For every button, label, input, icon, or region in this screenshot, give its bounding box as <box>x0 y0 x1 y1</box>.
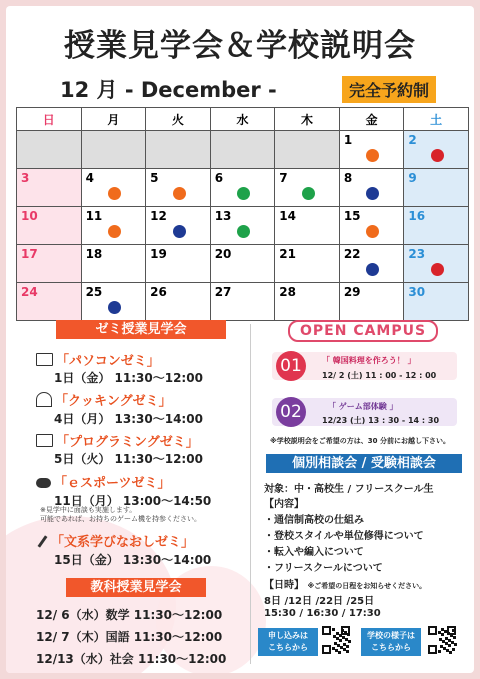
calendar-week <box>17 207 469 245</box>
calendar-day: 17 <box>17 245 82 283</box>
calendar-day: 1 <box>339 131 404 169</box>
calendar-day: 14 <box>275 207 340 245</box>
event-dot <box>302 187 315 200</box>
calendar-day <box>81 131 146 169</box>
consultation-item: ・通信制高校の仕組み <box>264 515 364 526</box>
calendar-day <box>17 131 82 169</box>
calendar-day <box>146 131 211 169</box>
calendar-day: 8 <box>339 169 404 207</box>
event-dot <box>431 149 444 162</box>
calendar-week <box>17 131 469 169</box>
seminar-cooking: 「クッキングゼミ」 <box>36 390 172 409</box>
calendar-day: 21 <box>275 245 340 283</box>
event-dot <box>366 187 379 200</box>
calendar-day: 23 <box>404 245 469 283</box>
calendar-day: 11 <box>81 207 146 245</box>
column-divider <box>250 324 251 664</box>
event-dot <box>366 149 379 162</box>
consultation-item: ・フリースクールについて <box>264 563 383 574</box>
open-campus-note: ※学校説明会をご希望の方は、30 分前にお越し下さい。 <box>270 437 450 445</box>
seminar-pc-time: 1日（金） 11:30〜12:00 <box>54 371 203 385</box>
event-1-number: 01 <box>276 351 306 381</box>
calendar-day: 27 <box>210 283 275 321</box>
consultation-target: 対象：中・高校生 / フリースクール生 <box>264 484 434 495</box>
school-view-button[interactable]: 学校の様子は こちらから <box>361 628 421 656</box>
month-label: 12 月 - December - <box>60 78 277 102</box>
calendar-day <box>275 131 340 169</box>
event-dot <box>108 187 121 200</box>
reservation-badge: 完全予約制 <box>342 76 436 103</box>
event-dot <box>108 225 121 238</box>
consultation-dates: 8日 /12日 /22日 /25日 <box>264 596 375 607</box>
event-dot <box>173 225 186 238</box>
pen-icon <box>38 535 48 547</box>
calendar-day: 29 <box>339 283 404 321</box>
event-dot <box>366 225 379 238</box>
calendar-day: 24 <box>17 283 82 321</box>
calendar-day: 10 <box>17 207 82 245</box>
calendar-day: 5 <box>146 169 211 207</box>
calendar-day: 9 <box>404 169 469 207</box>
calendar-day: 16 <box>404 207 469 245</box>
calendar-day: 2 <box>404 131 469 169</box>
event-dot <box>108 301 121 314</box>
event-2-number: 02 <box>276 397 306 427</box>
calendar-day: 19 <box>146 245 211 283</box>
calendar-day: 22 <box>339 245 404 283</box>
event-dot <box>366 263 379 276</box>
event-2-date: 12/23 (土) 13 : 30 - 14 : 30 <box>322 416 440 425</box>
weekday-header: 月 <box>81 108 146 131</box>
class-visit-row: 12/ 6（水）数学 11:30〜12:00 <box>36 608 223 622</box>
consultation-item: ・登校スタイルや単位修得について <box>264 531 424 542</box>
calendar-day: 30 <box>404 283 469 321</box>
qr-code-school[interactable] <box>428 626 456 654</box>
page-title: 授業見学会＆学校説明会 <box>64 28 416 64</box>
event-dot <box>237 225 250 238</box>
apply-button[interactable]: 申し込みは こちらから <box>258 628 318 656</box>
calendar-day: 6 <box>210 169 275 207</box>
calendar <box>16 107 469 321</box>
calendar-day: 18 <box>81 245 146 283</box>
weekday-header: 土 <box>404 108 469 131</box>
weekday-header: 金 <box>339 108 404 131</box>
calendar-day: 13 <box>210 207 275 245</box>
event-1-date: 12/ 2 (土) 11 : 00 - 12 : 00 <box>322 371 437 380</box>
calendar-day: 15 <box>339 207 404 245</box>
event-2-title: 「 ゲーム部体験 」 <box>328 402 398 411</box>
consultation-header: 個別相談会 / 受験相談会 <box>266 454 462 473</box>
weekday-header: 火 <box>146 108 211 131</box>
calendar-day: 3 <box>17 169 82 207</box>
flyer <box>6 6 474 673</box>
calendar-day: 20 <box>210 245 275 283</box>
calendar-day: 4 <box>81 169 146 207</box>
class-visit-row: 12/ 7（木）国語 11:30〜12:00 <box>36 630 223 644</box>
open-campus-title: OPEN CAMPUS <box>288 320 438 342</box>
class-visit-row: 12/13（水）社会 11:30〜12:00 <box>36 652 227 666</box>
weekday-header: 木 <box>275 108 340 131</box>
calendar-day: 7 <box>275 169 340 207</box>
calendar-week <box>17 169 469 207</box>
consultation-times: 15:30 / 16:30 / 17:30 <box>264 608 381 619</box>
event-1-title: 「 韓国料理を作ろう！ 」 <box>322 356 416 365</box>
calendar-day: 12 <box>146 207 211 245</box>
event-dot <box>431 263 444 276</box>
event-dot <box>173 187 186 200</box>
weekday-header: 日 <box>17 108 82 131</box>
seminar-programming: 「プログラミングゼミ」 <box>36 431 199 450</box>
seminar-esports-time: 11日（月） 13:00〜14:50 <box>54 494 212 508</box>
calendar-day: 25 <box>81 283 146 321</box>
calendar-week <box>17 283 469 321</box>
seminar-humanities: 「文系学びなおしゼミ」 <box>36 531 194 550</box>
seminar-programming-time: 5日（火） 11:30〜12:00 <box>54 452 203 466</box>
esports-note: ※見学中に面談も実施します。 可能であれば、お持ちのゲーム機を持参ください。 <box>40 506 201 523</box>
qr-code-apply[interactable] <box>322 626 350 654</box>
consultation-content-label: 【内容】 <box>264 499 304 510</box>
laptop-icon <box>36 353 53 366</box>
calendar-day: 26 <box>146 283 211 321</box>
laptop-icon <box>36 434 53 447</box>
cooking-icon <box>36 392 52 407</box>
event-dot <box>237 187 250 200</box>
class-visit-header: 教科授業見学会 <box>66 578 206 597</box>
gamepad-icon <box>36 478 51 488</box>
seminar-header: ゼミ授業見学会 <box>56 320 226 339</box>
calendar-day <box>210 131 275 169</box>
weekday-header: 水 <box>210 108 275 131</box>
seminar-cooking-time: 4日（月） 13:30〜14:00 <box>54 412 203 426</box>
seminar-esports: 「ｅスポーツゼミ」 <box>36 472 170 491</box>
seminar-humanities-time: 15日（金） 13:30〜14:00 <box>54 553 212 567</box>
consultation-item: ・転入や編入について <box>264 547 364 558</box>
consultation-dates-label: 【日時】 ※ご希望の日程をお知らせください。 <box>264 580 427 591</box>
calendar-week <box>17 245 469 283</box>
calendar-day: 28 <box>275 283 340 321</box>
seminar-pc: 「パソコンゼミ」 <box>36 350 160 369</box>
